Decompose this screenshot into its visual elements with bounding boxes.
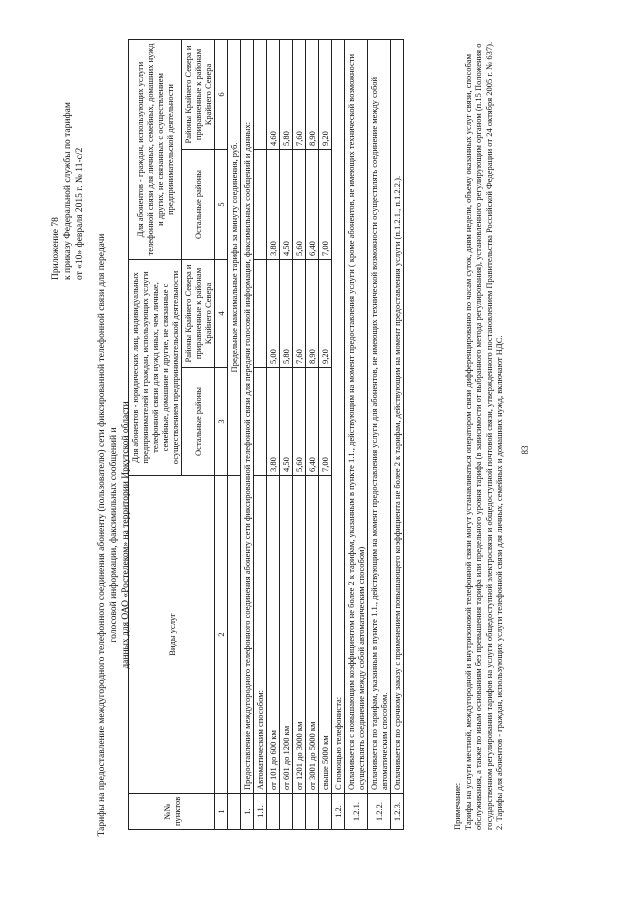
- header-north-2: Районы Крайнего Севера и приравненные к районам Крайнего Севера: [182, 40, 215, 150]
- distance-label: от 3001 до 5000 км: [306, 476, 319, 794]
- row-text: Оплачивается по срочному заказу с применением повышающего коэффициента не более 2 к тарифам, действующим на момент предоставления услуги (п.1.2.1., п.1.2.2.).: [391, 40, 404, 794]
- distance-label: от 101 до 600 км: [267, 476, 280, 794]
- row-text: Оплачивается по тарифам, указанным в пункте 1.1., действующим на момент предоставления услуги для абонентов, не имеющих технической возможности осуществлять соединение между собой автоматическим способом.: [368, 40, 391, 794]
- value-cell: 7,60: [293, 40, 306, 150]
- row-number: 1.2.1.: [345, 794, 368, 830]
- row-1-2: [332, 40, 345, 830]
- units-label: Предельные максимальные тарифы за минуту соединения, руб.: [228, 40, 241, 476]
- value-cell: 5,80: [280, 40, 293, 150]
- value-cell: 4,60: [267, 40, 280, 150]
- value-cell: 9,20: [319, 40, 332, 150]
- value-cell: 8,90: [306, 260, 319, 368]
- value-cell: 3,80: [267, 150, 280, 260]
- row-1-2-2: [368, 40, 391, 830]
- distance-label: от 1201 до 3000 км: [293, 476, 306, 794]
- header-row-1: [129, 40, 182, 830]
- row-text: Предоставление междугородного телефонного соединения абоненту сети фиксированной телефонной связи для передачи голосовой информации, факсимильных сообщений и данных:: [241, 40, 254, 794]
- distance-label: от 601 до 1200 км: [280, 476, 293, 794]
- title-line-1: Тарифы на предоставление междугородного телефонного соединения абоненту (пользователю) сети фиксированной телефонной связи для передачи голосовой информации, факсимильных сообщений и: [97, 233, 119, 837]
- value-cell: 7,60: [293, 260, 306, 368]
- note-1: Тарифы на услуги местной, междугородной и внутризоновой телефонной связи могут устанавливаться оператором связи дифференцированно по часам суток, дням недели, объему оказанных услуг связи, способам обслуживания, а также по иным основаниям без превышения тарифа или предельного уровня тарифа (в зависимости от выбранного метода регулирования), установленного регулирующим органом (п.15 Положения о государственном регулировании тарифов на услуги общедоступной электросвязи и общедоступной почтовой связи, утвержденного постановлением Правительства Российской Федерации от 24 октября 2005 г. № 637).: [462, 41, 494, 830]
- distance-row: [306, 40, 319, 830]
- row-1: [241, 40, 254, 830]
- notes-heading: Примечание:: [452, 782, 462, 830]
- index-row: [215, 40, 228, 830]
- row-number: 1.2.: [332, 794, 345, 830]
- index-4: 4: [215, 260, 228, 368]
- index-1: 1: [215, 794, 228, 830]
- header-group-business: Для абонентов - юридических лиц, индивидуальных предпринимателей и граждан, использующих услуги телефонной связи для нужд иных, чем личные, семейные, домашние и другие, не связанные с осуществлением предпринимательской деятельности: [129, 260, 182, 476]
- row-number: 1.2.3.: [391, 794, 404, 830]
- value-cell: 8,90: [306, 40, 319, 150]
- index-3: 3: [215, 368, 228, 476]
- header-north-1: Районы Крайнего Севера и приравненные к районам Крайнего Севера: [182, 260, 215, 368]
- value-cell: 6,40: [306, 150, 319, 260]
- value-cell: 7,00: [319, 368, 332, 476]
- value-cell: 4,50: [280, 368, 293, 476]
- distance-row: [267, 40, 280, 830]
- value-cell: 5,60: [293, 150, 306, 260]
- title-line-2: данных для ОАО «Ростелеком» на территории Иркутской области: [121, 401, 131, 669]
- distance-label: свыше 5000 км: [319, 476, 332, 794]
- row-1-2-1: [345, 40, 368, 830]
- distance-row: [280, 40, 293, 830]
- document-title: [96, 230, 132, 840]
- distance-row: [293, 40, 306, 830]
- appendix-order: к приказу Федеральной службы по тарифам: [63, 102, 73, 280]
- appendix-date: от «10» февраля 2015 г. № 11-с/2: [75, 147, 85, 280]
- value-cell: 5,80: [280, 260, 293, 368]
- row-text: Автоматическим способом:: [254, 476, 267, 794]
- index-6: 6: [215, 40, 228, 150]
- value-cell: 3,80: [267, 368, 280, 476]
- header-group-citizens: Для абонентов - граждан, использующих услуги телефонной связи для личных, семейных, домашних нужд и других, не связанных с осуществлением предпринимательской деятельности: [129, 40, 182, 260]
- value-cell: 6,40: [306, 368, 319, 476]
- appendix-number: Приложение 78: [51, 217, 61, 280]
- tariff-table: [128, 39, 404, 830]
- row-1-2-3: [391, 40, 404, 830]
- row-number: 1.: [241, 794, 254, 830]
- value-cell: 5,60: [293, 368, 306, 476]
- value-cell: 4,50: [280, 150, 293, 260]
- appendix-header: [50, 40, 86, 280]
- header-other-1: Остальные районы: [182, 368, 215, 476]
- row-1-1: [254, 40, 267, 830]
- header-num: №№ пунктов: [129, 794, 215, 830]
- row-number: 1.2.2.: [368, 794, 391, 830]
- header-service: Виды услуг: [129, 476, 215, 794]
- index-5: 5: [215, 150, 228, 260]
- notes-section: [452, 40, 505, 830]
- value-cell: 5,00: [267, 260, 280, 368]
- row-number: 1.1.: [254, 794, 267, 830]
- distance-row: [319, 40, 332, 830]
- page-number: 83: [520, 445, 530, 455]
- value-cell: 9,20: [319, 260, 332, 368]
- row-text: Оплачивается с повышающим коэффициентом не более 2 к тарифам, указанным в пункте 1.1., действующим на момент предоставления услуги ( кроме абонентов, не имеющих технической возможности осуществлять соединение между собой автоматическим способом): [345, 40, 368, 794]
- value-cell: 7,00: [319, 150, 332, 260]
- note-2: 2. Тарифы для абонентов - граждан, использующих услуги телефонной связи для личных, семейных и домашних нужд, включают НДС.: [494, 335, 504, 830]
- header-other-2: Остальные районы: [182, 150, 215, 260]
- index-2: 2: [215, 476, 228, 794]
- rotated-document: [50, 30, 590, 870]
- units-row: [228, 40, 241, 830]
- row-text: С помощью телефониста:: [332, 40, 345, 794]
